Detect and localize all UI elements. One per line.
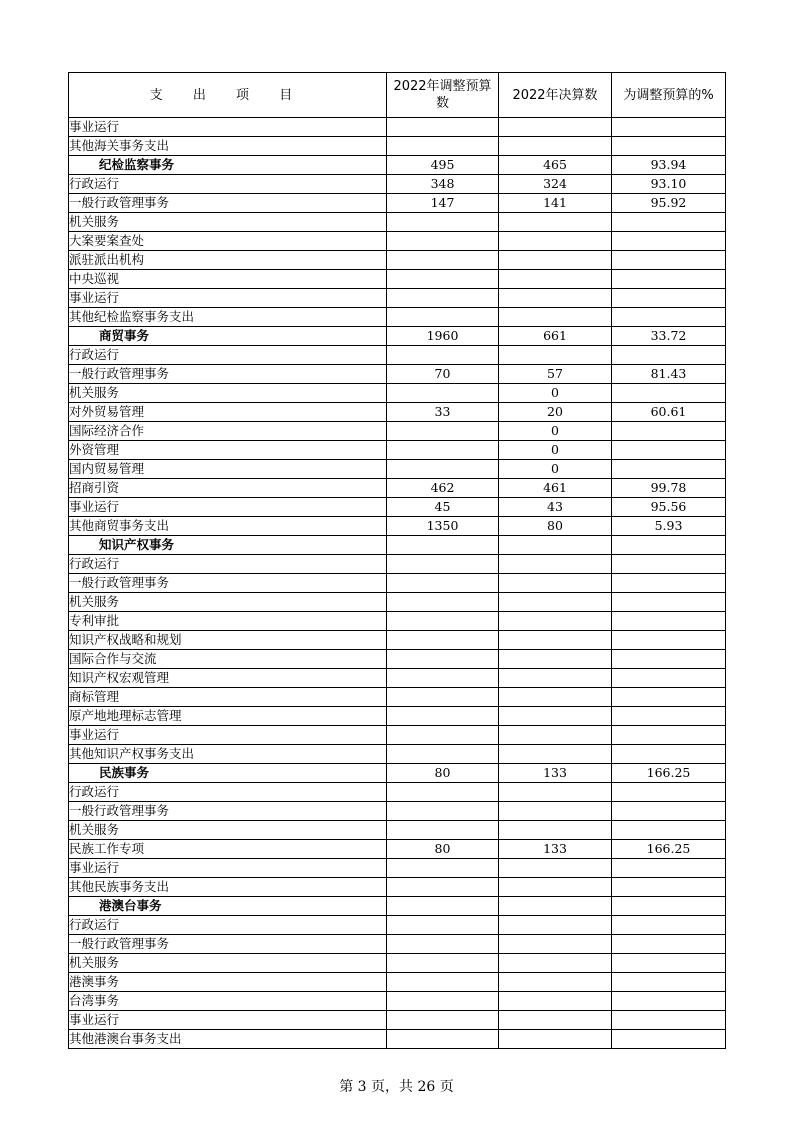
row-budget-cell	[387, 897, 499, 916]
row-actual-cell: 0	[499, 422, 612, 441]
row-actual-cell	[499, 232, 612, 251]
row-name-cell: 其他港澳台事务支出	[69, 1030, 387, 1049]
row-budget-cell: 147	[387, 194, 499, 213]
row-name-cell: 其他商贸事务支出	[69, 517, 387, 536]
row-actual-cell	[499, 1011, 612, 1030]
row-name-cell: 商标管理	[69, 688, 387, 707]
row-ratio-cell	[612, 289, 726, 308]
row-name-cell: 国际经济合作	[69, 422, 387, 441]
row-name-cell: 一般行政管理事务	[69, 574, 387, 593]
row-actual-cell	[499, 593, 612, 612]
category-row	[69, 156, 726, 175]
row-actual-cell	[499, 536, 612, 555]
row-budget-cell	[387, 802, 499, 821]
page-number: 第 3 页，共 26 页	[339, 1079, 454, 1095]
row-budget-cell	[387, 688, 499, 707]
table-row	[69, 840, 726, 859]
row-ratio-cell	[612, 1011, 726, 1030]
row-name-cell: 一般行政管理事务	[69, 802, 387, 821]
row-actual-cell: 133	[499, 764, 612, 783]
table-row	[69, 802, 726, 821]
row-budget-cell: 462	[387, 479, 499, 498]
row-ratio-cell	[612, 137, 726, 156]
table-row	[69, 650, 726, 669]
row-budget-cell	[387, 460, 499, 479]
row-name-cell: 其他海关事务支出	[69, 137, 387, 156]
row-actual-cell	[499, 745, 612, 764]
table-header-row	[69, 73, 726, 118]
row-actual-cell	[499, 954, 612, 973]
row-budget-cell	[387, 574, 499, 593]
table-row	[69, 498, 726, 517]
row-name-cell: 国际合作与交流	[69, 650, 387, 669]
row-name-cell: 派驻派出机构	[69, 251, 387, 270]
table-row	[69, 916, 726, 935]
header-budget: 2022年调整预算数	[387, 73, 499, 118]
row-actual-cell	[499, 118, 612, 137]
row-name-cell: 机关服务	[69, 213, 387, 232]
row-actual-cell: 0	[499, 460, 612, 479]
row-budget-cell	[387, 1011, 499, 1030]
row-name-cell: 纪检监察事务	[69, 156, 387, 175]
table-row	[69, 213, 726, 232]
table-row	[69, 365, 726, 384]
row-budget-cell	[387, 916, 499, 935]
row-budget-cell	[387, 118, 499, 137]
row-actual-cell: 20	[499, 403, 612, 422]
row-ratio-cell	[612, 536, 726, 555]
row-ratio-cell	[612, 574, 726, 593]
table-row	[69, 726, 726, 745]
row-actual-cell	[499, 802, 612, 821]
row-ratio-cell	[612, 460, 726, 479]
row-ratio-cell: 81.43	[612, 365, 726, 384]
row-ratio-cell	[612, 878, 726, 897]
row-ratio-cell	[612, 973, 726, 992]
table-row	[69, 935, 726, 954]
row-budget-cell: 70	[387, 365, 499, 384]
row-budget-cell	[387, 669, 499, 688]
row-actual-cell: 133	[499, 840, 612, 859]
row-budget-cell	[387, 441, 499, 460]
row-ratio-cell: 95.92	[612, 194, 726, 213]
table-row	[69, 118, 726, 137]
table-row	[69, 289, 726, 308]
table-row	[69, 1030, 726, 1049]
row-name-cell: 事业运行	[69, 498, 387, 517]
row-budget-cell	[387, 783, 499, 802]
row-actual-cell	[499, 574, 612, 593]
row-budget-cell	[387, 612, 499, 631]
category-row	[69, 327, 726, 346]
row-ratio-cell	[612, 232, 726, 251]
row-ratio-cell	[612, 612, 726, 631]
row-name-cell: 其他民族事务支出	[69, 878, 387, 897]
row-name-cell: 机关服务	[69, 593, 387, 612]
row-budget-cell	[387, 935, 499, 954]
row-ratio-cell	[612, 308, 726, 327]
row-budget-cell	[387, 555, 499, 574]
row-name-cell: 台湾事务	[69, 992, 387, 1011]
row-actual-cell	[499, 289, 612, 308]
table-row	[69, 821, 726, 840]
row-budget-cell	[387, 346, 499, 365]
table-row	[69, 308, 726, 327]
table-row	[69, 992, 726, 1011]
row-budget-cell	[387, 726, 499, 745]
row-ratio-cell: 93.94	[612, 156, 726, 175]
row-name-cell: 民族事务	[69, 764, 387, 783]
row-budget-cell	[387, 821, 499, 840]
row-actual-cell	[499, 346, 612, 365]
row-name-cell: 事业运行	[69, 118, 387, 137]
row-actual-cell: 141	[499, 194, 612, 213]
row-budget-cell	[387, 536, 499, 555]
row-actual-cell: 43	[499, 498, 612, 517]
row-name-cell: 一般行政管理事务	[69, 935, 387, 954]
row-name-cell: 事业运行	[69, 859, 387, 878]
row-budget-cell: 80	[387, 840, 499, 859]
row-actual-cell	[499, 631, 612, 650]
row-actual-cell	[499, 878, 612, 897]
row-name-cell: 外资管理	[69, 441, 387, 460]
row-ratio-cell	[612, 916, 726, 935]
table-row	[69, 631, 726, 650]
row-name-cell: 一般行政管理事务	[69, 194, 387, 213]
row-ratio-cell	[612, 707, 726, 726]
row-ratio-cell	[612, 859, 726, 878]
row-actual-cell	[499, 137, 612, 156]
row-name-cell: 事业运行	[69, 289, 387, 308]
row-ratio-cell	[612, 270, 726, 289]
row-actual-cell	[499, 859, 612, 878]
row-ratio-cell	[612, 384, 726, 403]
table-row	[69, 555, 726, 574]
table-row	[69, 669, 726, 688]
table-row	[69, 460, 726, 479]
row-ratio-cell	[612, 688, 726, 707]
row-actual-cell	[499, 783, 612, 802]
row-name-cell: 其他纪检监察事务支出	[69, 308, 387, 327]
row-budget-cell	[387, 878, 499, 897]
row-name-cell: 一般行政管理事务	[69, 365, 387, 384]
row-name-cell: 知识产权战略和规划	[69, 631, 387, 650]
row-ratio-cell	[612, 954, 726, 973]
row-name-cell: 中央巡视	[69, 270, 387, 289]
table-row	[69, 612, 726, 631]
row-name-cell: 行政运行	[69, 916, 387, 935]
table-row	[69, 251, 726, 270]
row-ratio-cell: 60.61	[612, 403, 726, 422]
row-budget-cell	[387, 1030, 499, 1049]
table-row	[69, 175, 726, 194]
row-budget-cell	[387, 992, 499, 1011]
row-ratio-cell	[612, 1030, 726, 1049]
table-row	[69, 707, 726, 726]
row-ratio-cell: 166.25	[612, 840, 726, 859]
row-actual-cell	[499, 555, 612, 574]
row-actual-cell: 0	[499, 384, 612, 403]
table-row	[69, 593, 726, 612]
row-actual-cell: 57	[499, 365, 612, 384]
row-actual-cell: 324	[499, 175, 612, 194]
row-budget-cell: 80	[387, 764, 499, 783]
row-name-cell: 商贸事务	[69, 327, 387, 346]
table-row	[69, 783, 726, 802]
row-name-cell: 机关服务	[69, 954, 387, 973]
row-ratio-cell	[612, 783, 726, 802]
row-name-cell: 行政运行	[69, 555, 387, 574]
row-ratio-cell: 93.10	[612, 175, 726, 194]
row-budget-cell	[387, 308, 499, 327]
category-row	[69, 764, 726, 783]
row-budget-cell: 45	[387, 498, 499, 517]
row-actual-cell	[499, 213, 612, 232]
row-name-cell: 事业运行	[69, 726, 387, 745]
row-budget-cell: 1350	[387, 517, 499, 536]
row-actual-cell	[499, 821, 612, 840]
row-ratio-cell	[612, 118, 726, 137]
row-ratio-cell	[612, 593, 726, 612]
row-actual-cell	[499, 251, 612, 270]
row-name-cell: 机关服务	[69, 821, 387, 840]
row-actual-cell	[499, 973, 612, 992]
row-ratio-cell: 166.25	[612, 764, 726, 783]
row-ratio-cell: 99.78	[612, 479, 726, 498]
table-row	[69, 954, 726, 973]
row-actual-cell: 0	[499, 441, 612, 460]
row-budget-cell	[387, 270, 499, 289]
table-row	[69, 859, 726, 878]
header-ratio: 为调整预算的%	[612, 73, 726, 118]
row-actual-cell: 661	[499, 327, 612, 346]
row-budget-cell: 33	[387, 403, 499, 422]
category-row	[69, 897, 726, 916]
row-actual-cell	[499, 726, 612, 745]
row-ratio-cell	[612, 992, 726, 1011]
row-name-cell: 行政运行	[69, 783, 387, 802]
table-row	[69, 137, 726, 156]
row-name-cell: 原产地地理标志管理	[69, 707, 387, 726]
row-budget-cell	[387, 289, 499, 308]
row-budget-cell	[387, 232, 499, 251]
row-budget-cell: 1960	[387, 327, 499, 346]
row-actual-cell: 80	[499, 517, 612, 536]
row-actual-cell	[499, 650, 612, 669]
row-ratio-cell	[612, 935, 726, 954]
row-actual-cell	[499, 1030, 612, 1049]
row-name-cell: 民族工作专项	[69, 840, 387, 859]
row-ratio-cell	[612, 650, 726, 669]
row-name-cell: 对外贸易管理	[69, 403, 387, 422]
row-budget-cell: 495	[387, 156, 499, 175]
table-row	[69, 574, 726, 593]
table-row	[69, 422, 726, 441]
row-name-cell: 港澳事务	[69, 973, 387, 992]
row-actual-cell	[499, 688, 612, 707]
row-actual-cell	[499, 992, 612, 1011]
header-actual: 2022年决算数	[499, 73, 612, 118]
row-ratio-cell	[612, 441, 726, 460]
row-budget-cell	[387, 593, 499, 612]
row-ratio-cell: 33.72	[612, 327, 726, 346]
row-ratio-cell	[612, 346, 726, 365]
row-ratio-cell	[612, 802, 726, 821]
table-row	[69, 232, 726, 251]
row-ratio-cell	[612, 213, 726, 232]
row-name-cell: 机关服务	[69, 384, 387, 403]
row-name-cell: 事业运行	[69, 1011, 387, 1030]
row-name-cell: 专利审批	[69, 612, 387, 631]
row-name-cell: 国内贸易管理	[69, 460, 387, 479]
row-actual-cell	[499, 916, 612, 935]
row-name-cell: 行政运行	[69, 175, 387, 194]
row-budget-cell	[387, 213, 499, 232]
row-name-cell: 港澳台事务	[69, 897, 387, 916]
row-budget-cell	[387, 707, 499, 726]
row-budget-cell	[387, 137, 499, 156]
row-actual-cell	[499, 308, 612, 327]
table-row	[69, 479, 726, 498]
row-actual-cell	[499, 707, 612, 726]
row-ratio-cell	[612, 726, 726, 745]
table-row	[69, 270, 726, 289]
row-budget-cell	[387, 954, 499, 973]
row-budget-cell	[387, 650, 499, 669]
row-ratio-cell	[612, 821, 726, 840]
table-row	[69, 517, 726, 536]
row-actual-cell	[499, 935, 612, 954]
header-item: 支 出 项 目	[69, 73, 387, 118]
row-budget-cell	[387, 631, 499, 650]
row-budget-cell	[387, 384, 499, 403]
row-actual-cell	[499, 669, 612, 688]
row-budget-cell	[387, 859, 499, 878]
table-row	[69, 346, 726, 365]
row-budget-cell: 348	[387, 175, 499, 194]
table-row	[69, 194, 726, 213]
row-budget-cell	[387, 251, 499, 270]
row-actual-cell	[499, 612, 612, 631]
row-name-cell: 其他知识产权事务支出	[69, 745, 387, 764]
row-ratio-cell	[612, 251, 726, 270]
row-name-cell: 招商引资	[69, 479, 387, 498]
table-row	[69, 878, 726, 897]
row-ratio-cell	[612, 745, 726, 764]
table-row	[69, 973, 726, 992]
row-ratio-cell: 95.56	[612, 498, 726, 517]
table-row	[69, 403, 726, 422]
category-row	[69, 536, 726, 555]
table-row	[69, 384, 726, 403]
row-ratio-cell	[612, 631, 726, 650]
row-name-cell: 知识产权事务	[69, 536, 387, 555]
row-ratio-cell	[612, 422, 726, 441]
row-actual-cell: 465	[499, 156, 612, 175]
expenditure-table	[68, 72, 726, 1049]
row-ratio-cell	[612, 555, 726, 574]
table-row	[69, 688, 726, 707]
row-ratio-cell: 5.93	[612, 517, 726, 536]
row-ratio-cell	[612, 897, 726, 916]
table-row	[69, 745, 726, 764]
row-actual-cell	[499, 270, 612, 289]
row-actual-cell	[499, 897, 612, 916]
row-name-cell: 大案要案查处	[69, 232, 387, 251]
row-ratio-cell	[612, 669, 726, 688]
row-actual-cell: 461	[499, 479, 612, 498]
row-name-cell: 知识产权宏观管理	[69, 669, 387, 688]
row-budget-cell	[387, 973, 499, 992]
row-budget-cell	[387, 422, 499, 441]
table-row	[69, 1011, 726, 1030]
row-name-cell: 行政运行	[69, 346, 387, 365]
table-row	[69, 441, 726, 460]
table-body	[69, 118, 726, 1049]
row-budget-cell	[387, 745, 499, 764]
